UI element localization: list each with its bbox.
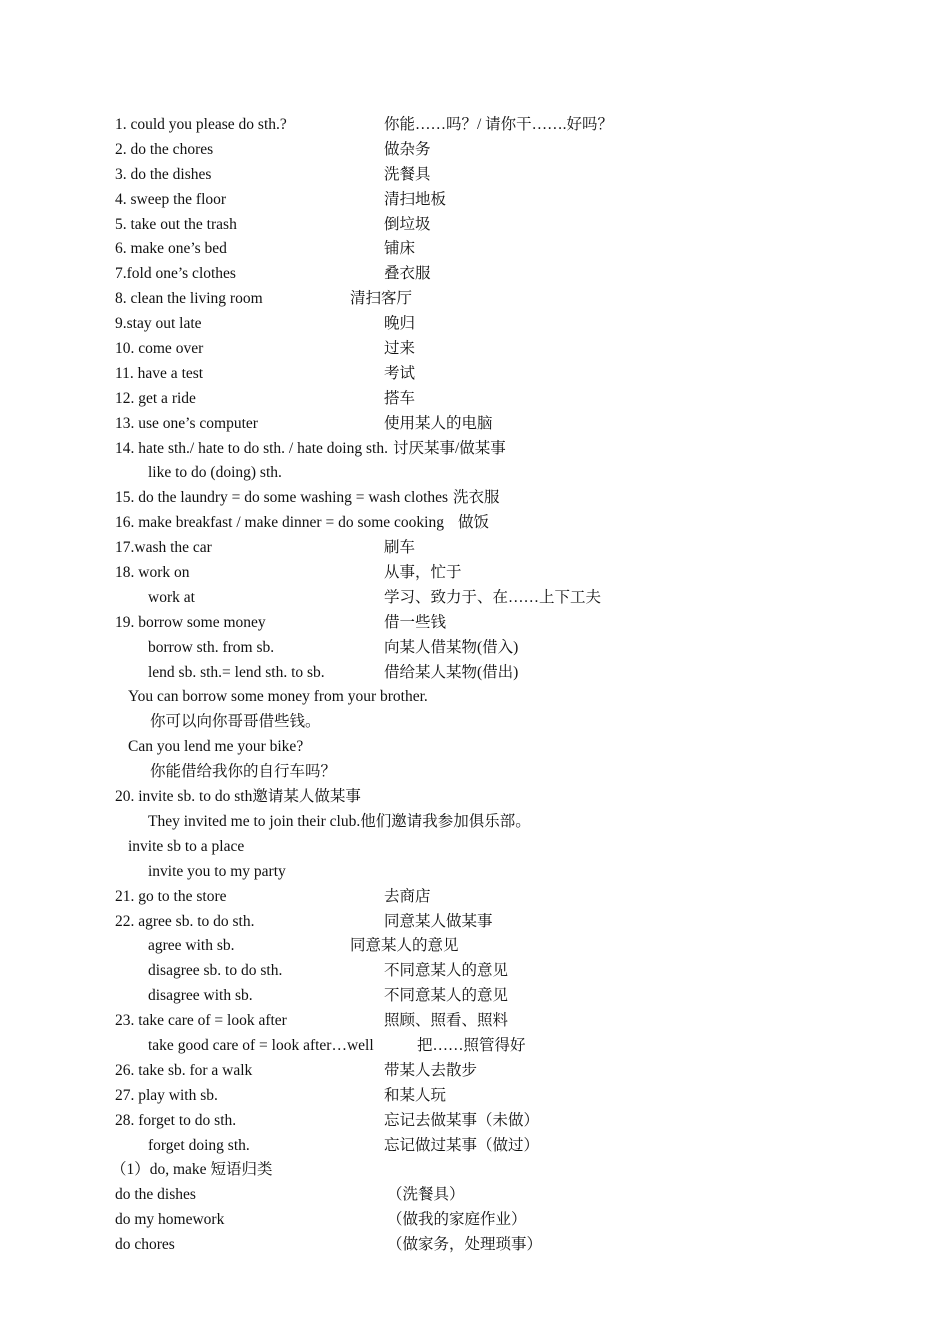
line-15: like to do (doing) sth. bbox=[148, 464, 282, 482]
line-41: 28. forget to do sth. 忘记去做某事（未做） bbox=[115, 1111, 540, 1129]
line-29: They invited me to join their club.他们邀请我参加俱乐部。 bbox=[148, 812, 531, 830]
line-33: 22. agree sb. to do sth. 同意某人做某事 bbox=[115, 912, 493, 930]
line-1: 1. could you please do sth.? 你能……吗？/ 请你干…….好吗？ bbox=[115, 116, 614, 133]
line-3: 3. do the dishes 洗餐具 bbox=[115, 165, 431, 183]
line-26: Can you lend me your bike? bbox=[128, 738, 304, 756]
line-22: borrow sth. from sb. 向某人借某物(借入) bbox=[148, 638, 519, 656]
line-45: do my homework （做我的家庭作业） bbox=[115, 1211, 527, 1229]
line-13: 13. use one’s computer 使用某人的电脑 bbox=[115, 414, 493, 432]
line-43: （1）do, make 短语归类 bbox=[111, 1161, 273, 1179]
line-23: lend sb. sth.= lend sth. to sb. 借给某人某物(借出) bbox=[148, 663, 519, 681]
line-4: 4. sweep the floor 清扫地板 bbox=[115, 190, 447, 208]
line-6: 6. make one’s bed 铺床 bbox=[115, 240, 416, 258]
line-14: 14. hate sth./ hate to do sth. / hate doing sth. 讨厌某事/做某事 bbox=[115, 439, 506, 457]
line-17: 16. make breakfast / make dinner = do some cooking 做饭 bbox=[115, 514, 489, 532]
line-46: do chores （做家务，处理琐事） bbox=[115, 1236, 543, 1254]
line-35: disagree sb. to do sth. 不同意某人的意见 bbox=[148, 962, 509, 980]
line-34: agree with sb. 同意某人的意见 bbox=[148, 937, 459, 955]
line-39: 26. take sb. for a walk 带某人去散步 bbox=[115, 1061, 478, 1079]
line-5: 5. take out the trash 倒垃圾 bbox=[115, 215, 431, 233]
line-28: 20. invite sb. to do sth邀请某人做某事 bbox=[115, 788, 361, 806]
line-30: invite sb to a place bbox=[128, 837, 245, 855]
line-11: 11. have a test 考试 bbox=[115, 364, 416, 382]
line-42: forget doing sth. 忘记做过某事（做过） bbox=[148, 1136, 540, 1154]
line-2: 2. do the chores 做杂务 bbox=[115, 140, 431, 158]
line-44: do the dishes （洗餐具） bbox=[115, 1186, 465, 1204]
line-21: 19. borrow some money 借一些钱 bbox=[115, 613, 447, 631]
line-7: 7.fold one’s clothes 叠衣服 bbox=[115, 265, 431, 283]
line-37: 23. take care of = look after 照顾、照看、照料 bbox=[115, 1012, 509, 1030]
line-8: 8. clean the living room 清扫客厅 bbox=[115, 290, 413, 308]
line-20: work at 学习、致力于、在……上下工夫 bbox=[148, 588, 602, 606]
document-body bbox=[111, 113, 835, 1258]
line-16: 15. do the laundry = do some washing = wash clothes 洗衣服 bbox=[115, 489, 500, 507]
line-19: 18. work on 从事，忙于 bbox=[115, 564, 462, 582]
line-40: 27. play with sb. 和某人玩 bbox=[115, 1086, 447, 1104]
line-27: 你能借给我你的自行车吗？ bbox=[150, 763, 337, 781]
line-9: 9.stay out late 晚归 bbox=[115, 315, 416, 333]
line-32: 21. go to the store 去商店 bbox=[115, 887, 431, 905]
line-31: invite you to my party bbox=[148, 862, 286, 880]
line-18: 17.wash the car 刷车 bbox=[115, 539, 416, 557]
line-24: You can borrow some money from your brother. bbox=[128, 688, 428, 706]
line-10: 10. come over 过来 bbox=[115, 340, 416, 358]
line-25: 你可以向你哥哥借些钱。 bbox=[150, 713, 321, 731]
line-36: disagree with sb. 不同意某人的意见 bbox=[148, 987, 509, 1005]
line-38: take good care of = look after…well 把……照管得好 bbox=[148, 1036, 526, 1054]
line-12: 12. get a ride 搭车 bbox=[115, 389, 416, 407]
